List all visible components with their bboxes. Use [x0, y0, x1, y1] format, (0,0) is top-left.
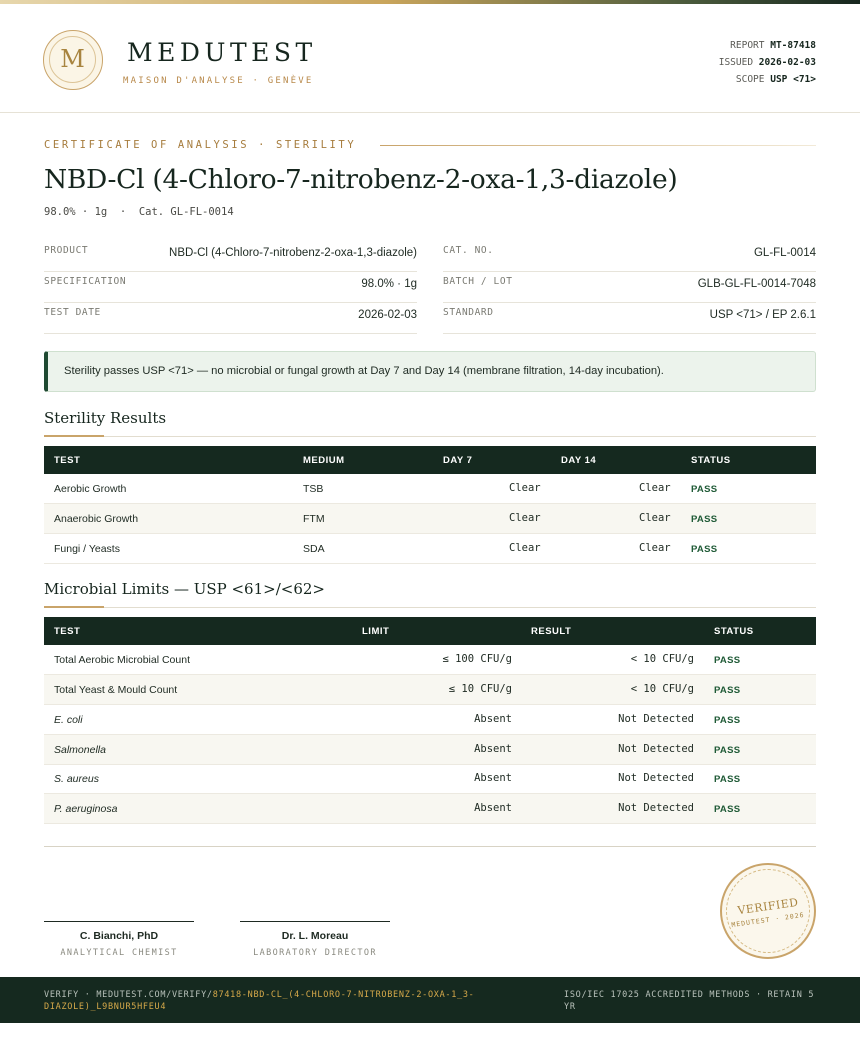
- table-row: [44, 504, 816, 534]
- detail-label: BATCH / LOT: [443, 276, 513, 287]
- logo-letter: M: [49, 36, 96, 83]
- detail-value: GL-FL-0014: [753, 247, 816, 259]
- detail-value: 98.0% · 1g: [361, 278, 417, 290]
- column-header: MEDIUM: [303, 455, 345, 466]
- table-row: [44, 735, 816, 765]
- page-title: NBD-Cl (4-Chloro-7-nitrobenz-2-oxa-1,3-diazole): [44, 164, 678, 195]
- column-header: STATUS: [714, 626, 754, 637]
- signer-role: ANALYTICAL CHEMIST: [60, 948, 178, 958]
- sterility-table-header: [44, 446, 816, 474]
- verify-link[interactable]: [44, 989, 514, 1013]
- column-header: DAY 7: [443, 455, 473, 466]
- status-badge: PASS: [691, 484, 718, 495]
- cell-test: S. aureus: [54, 773, 99, 785]
- section-rule: [44, 436, 816, 437]
- cell-result: < 10 CFU/g: [630, 683, 694, 695]
- detail-value: USP <71> / EP 2.6.1: [709, 309, 816, 321]
- cell-limit: ≤ 10 CFU/g: [448, 683, 512, 695]
- report-number: MT-87418: [770, 40, 816, 51]
- cell-result: Not Detected: [618, 772, 694, 784]
- kicker-divider: [380, 145, 816, 146]
- detail-label: SPECIFICATION: [44, 276, 127, 287]
- section-title-sterility: Sterility Results: [44, 409, 167, 427]
- cell-test: Aerobic Growth: [54, 483, 127, 495]
- notice-text: Sterility passes USP <71> — no microbial or fungal growth at Day 7 and Day 14 (membrane filtration, 14-day incubation).: [64, 365, 664, 377]
- cell-result: < 10 CFU/g: [630, 653, 694, 665]
- section-rule: [44, 607, 816, 608]
- detail-label: PRODUCT: [44, 245, 89, 256]
- detail-test-date: [44, 303, 417, 334]
- page-footer: [0, 977, 860, 1023]
- sterility-notice: [44, 351, 816, 392]
- detail-label: CAT. NO.: [443, 245, 494, 256]
- cell-test: Fungi / Yeasts: [54, 543, 120, 555]
- signer-name: Dr. L. Moreau: [281, 930, 349, 942]
- cell-test: Total Yeast & Mould Count: [54, 684, 178, 696]
- table-row: [44, 764, 816, 794]
- signature-analytical-chemist: [44, 921, 194, 958]
- cell-medium: FTM: [303, 513, 325, 525]
- cell-day7: Clear: [509, 542, 541, 554]
- table-row: [44, 794, 816, 824]
- table-row: [44, 675, 816, 705]
- column-header: TEST: [54, 626, 81, 637]
- verify-prefix: VERIFY · MEDUTEST.COM/VERIFY/: [44, 990, 213, 1000]
- status-badge: PASS: [714, 804, 741, 815]
- brand-name: MEDUTEST: [127, 38, 317, 67]
- status-badge: PASS: [714, 685, 741, 696]
- detail-value: NBD-Cl (4-Chloro-7-nitrobenz-2-oxa-1,3-diazole): [169, 247, 417, 259]
- section-accent: [44, 435, 104, 437]
- cell-day7: Clear: [509, 512, 541, 524]
- signer-role: LABORATORY DIRECTOR: [253, 948, 377, 958]
- column-header: TEST: [54, 455, 81, 466]
- status-badge: PASS: [691, 514, 718, 525]
- status-badge: PASS: [714, 715, 741, 726]
- cell-limit: Absent: [474, 772, 512, 784]
- microbial-table-header: [44, 617, 816, 645]
- cell-test: P. aeruginosa: [54, 803, 118, 815]
- detail-label: TEST DATE: [44, 307, 101, 318]
- cell-limit: ≤ 100 CFU/g: [442, 653, 512, 665]
- table-row: [44, 474, 816, 504]
- cell-result: Not Detected: [618, 802, 694, 814]
- brand-logo: [43, 30, 103, 90]
- cell-day14: Clear: [639, 512, 671, 524]
- detail-batch-lot: [443, 272, 816, 303]
- status-badge: PASS: [714, 745, 741, 756]
- cell-test: E. coli: [54, 714, 83, 726]
- cell-limit: Absent: [474, 713, 512, 725]
- scope-label: SCOPE: [735, 74, 765, 85]
- column-header: STATUS: [691, 455, 731, 466]
- issued-date: 2026-02-03: [758, 57, 816, 68]
- cell-result: Not Detected: [618, 713, 694, 725]
- issued-label: ISSUED: [718, 57, 754, 68]
- column-header: LIMIT: [362, 626, 390, 637]
- table-row: [44, 534, 816, 564]
- detail-product: [44, 241, 417, 272]
- signature-laboratory-director: [240, 921, 390, 958]
- status-badge: PASS: [691, 544, 718, 555]
- cell-result: Not Detected: [618, 743, 694, 755]
- scope-value: USP <71>: [770, 74, 816, 85]
- cell-day14: Clear: [639, 482, 671, 494]
- brand-tagline: MAISON D'ANALYSE · GENÈVE: [123, 76, 314, 86]
- status-badge: PASS: [714, 774, 741, 785]
- detail-label: STANDARD: [443, 307, 494, 318]
- detail-value: GLB-GL-FL-0014-7048: [697, 278, 816, 290]
- cell-test: Total Aerobic Microbial Count: [54, 654, 190, 666]
- verify-code: 87418-NBD-CL_(4-CHLORO-7-NITROBENZ-2-OXA-1_3-DIAZOLE)_L9BNUR5HFEU4: [44, 990, 475, 1012]
- certificate-kicker: CERTIFICATE OF ANALYSIS · STERILITY: [44, 139, 357, 151]
- cell-test: Anaerobic Growth: [54, 513, 139, 525]
- cell-medium: TSB: [303, 483, 324, 495]
- report-label: REPORT: [730, 40, 765, 51]
- seal-subtitle: MEDUTEST · 2026: [730, 910, 806, 930]
- detail-cat-no: [443, 241, 816, 272]
- cell-day14: Clear: [639, 542, 671, 554]
- cell-limit: Absent: [474, 802, 512, 814]
- detail-standard: [443, 303, 816, 334]
- table-row: [44, 645, 816, 675]
- table-row: [44, 705, 816, 735]
- detail-value: 2026-02-03: [358, 309, 417, 321]
- cell-limit: Absent: [474, 743, 512, 755]
- cell-medium: SDA: [303, 543, 325, 555]
- detail-specification: [44, 272, 417, 303]
- cell-test: Salmonella: [54, 744, 106, 756]
- accreditation-note: ISO/IEC 17025 ACCREDITED METHODS · RETAIN 5 YR: [564, 990, 815, 1012]
- status-badge: PASS: [714, 655, 741, 666]
- verified-seal: [720, 863, 816, 959]
- signature-divider: [44, 846, 816, 847]
- cell-day7: Clear: [509, 482, 541, 494]
- signer-name: C. Bianchi, PhD: [79, 930, 159, 942]
- seal-title: VERIFIED: [736, 895, 800, 918]
- product-subline: 98.0% · 1g · Cat. GL-FL-0014: [44, 206, 234, 218]
- report-meta: [719, 37, 816, 88]
- report-header: [0, 4, 860, 113]
- section-title-microbial: Microbial Limits — USP <61>/<62>: [44, 580, 325, 598]
- section-accent: [44, 606, 104, 608]
- column-header: DAY 14: [561, 455, 597, 466]
- column-header: RESULT: [531, 626, 572, 637]
